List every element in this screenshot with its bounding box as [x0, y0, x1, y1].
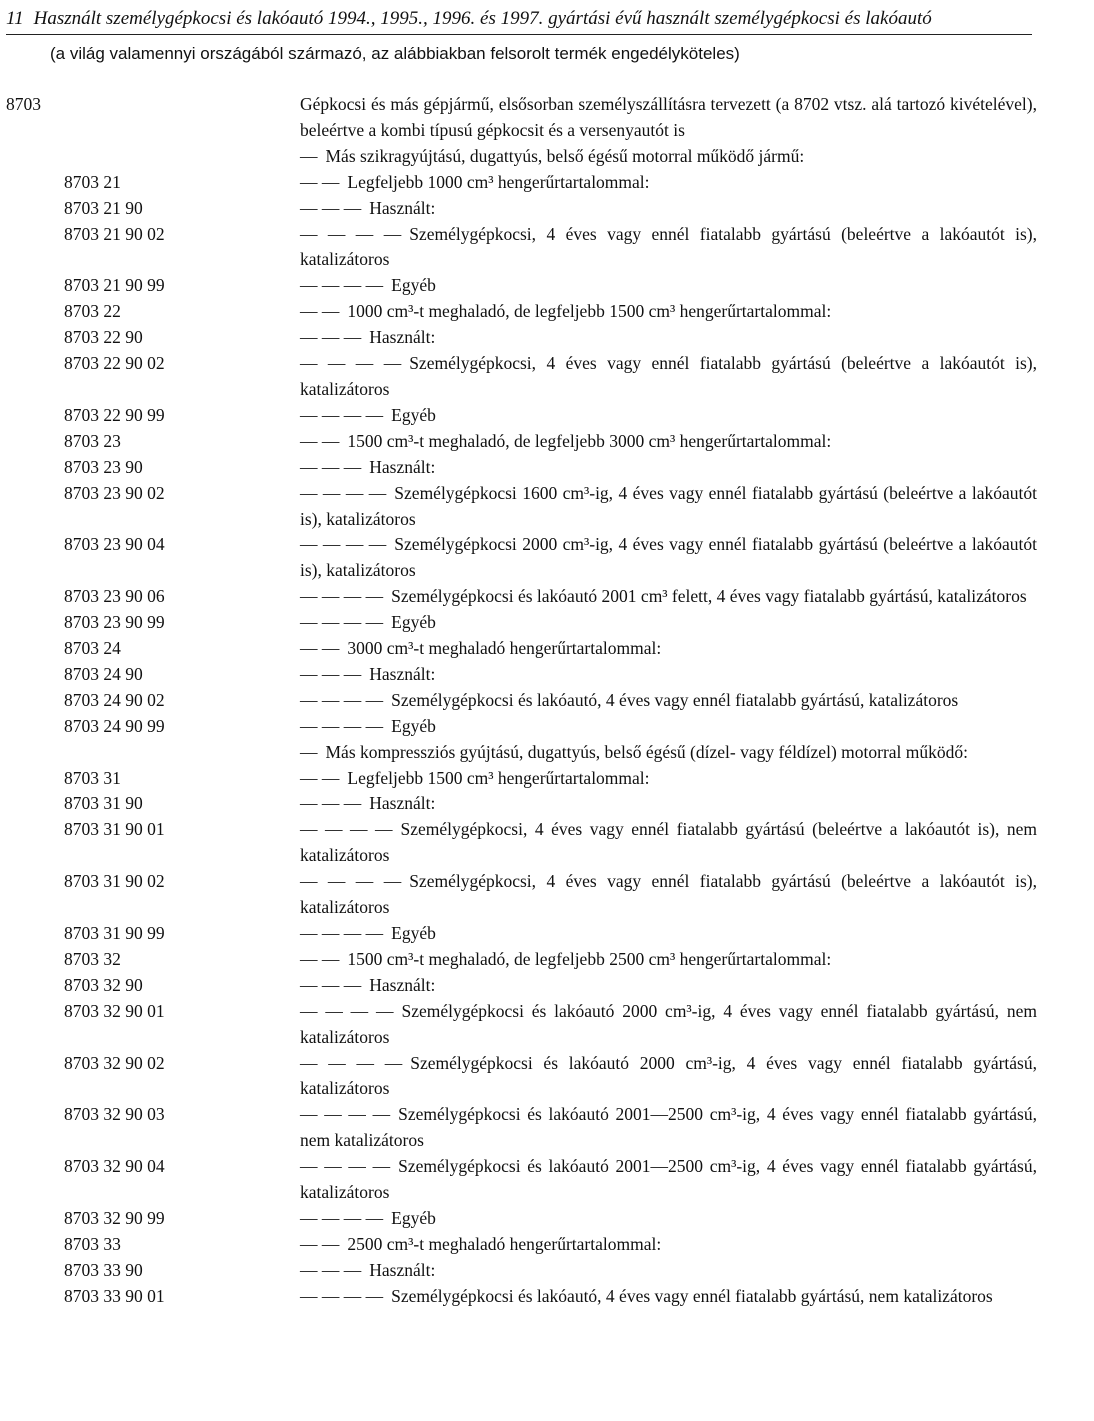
description-text: Személygépkocsi és lakóautó 2001—2500 cm³-ig, 4 éves vagy ennél fiatalabb gyártású, katalizátoros	[300, 1156, 1037, 1203]
level-dashes: — — — —	[300, 1207, 384, 1228]
level-dashes: —	[300, 145, 318, 166]
tariff-description	[300, 921, 1037, 947]
tariff-code: 8703 32 90 01	[64, 1000, 165, 1021]
tariff-row	[0, 351, 1094, 403]
level-dashes: — — — —	[300, 586, 384, 607]
tariff-code: 8703 24 90	[64, 663, 143, 684]
page-header	[6, 8, 1032, 35]
description-text: Személygépkocsi 1600 cm³-ig, 4 éves vagy ennél fiatalabb gyártású (beleértve a lakóautót is), katalizátoros	[300, 482, 1038, 529]
description-text: Egyéb	[391, 404, 436, 425]
tariff-row	[0, 662, 1094, 688]
description-text: Legfeljebb 1000 cm³ hengerűrtartalommal:	[347, 171, 650, 192]
tariff-description	[300, 325, 1037, 351]
tariff-description	[300, 973, 1037, 999]
level-dashes: — — —	[300, 663, 362, 684]
level-dashes: — —	[300, 767, 340, 788]
tariff-row	[0, 766, 1094, 792]
description-text: 1500 cm³-t meghaladó, de legfeljebb 2500 cm³ hengerűrtartalommal:	[347, 948, 832, 969]
tariff-description	[300, 766, 1037, 792]
tariff-code: 8703 22 90	[64, 327, 143, 348]
tariff-row	[0, 170, 1094, 196]
description-text: 1500 cm³-t meghaladó, de legfeljebb 3000 cm³ hengerűrtartalommal:	[347, 430, 832, 451]
description-text: Használt:	[369, 327, 436, 348]
tariff-code: 8703 21	[64, 171, 121, 192]
tariff-description	[300, 429, 1037, 455]
level-dashes: — —	[300, 1233, 340, 1254]
tariff-description	[300, 610, 1037, 636]
tariff-row	[0, 1258, 1094, 1284]
description-text: Személygépkocsi és lakóautó, 4 éves vagy ennél fiatalabb gyártású, katalizátoros	[391, 689, 959, 710]
tariff-row	[0, 429, 1094, 455]
description-text: Személygépkocsi és lakóautó 2000 cm³-ig, 4 éves vagy ennél fiatalabb gyártású, nem katalizátoros	[300, 1000, 1037, 1047]
tariff-description	[300, 791, 1037, 817]
level-dashes: — — —	[300, 1259, 362, 1280]
tariff-row	[0, 688, 1094, 714]
tariff-code: 8703 31 90 99	[64, 923, 165, 943]
tariff-row	[0, 403, 1094, 429]
tariff-description	[300, 273, 1037, 299]
tariff-code: 8703 31	[64, 767, 121, 788]
tariff-description	[300, 222, 1037, 274]
description-text: Személygépkocsi és lakóautó 2001 cm³ felett, 4 éves vagy fiatalabb gyártású, katalizátoros	[391, 586, 1027, 607]
tariff-row	[0, 299, 1094, 325]
tariff-row	[0, 92, 1094, 144]
tariff-description	[300, 584, 1037, 610]
description-text: 3000 cm³-t meghaladó hengerűrtartalommal:	[347, 638, 662, 659]
tariff-description	[300, 869, 1037, 921]
level-dashes: — — —	[300, 456, 362, 477]
tariff-row	[0, 869, 1094, 921]
tariff-list	[0, 92, 1094, 1310]
description-text: Személygépkocsi és lakóautó, 4 éves vagy ennél fiatalabb gyártású, nem katalizátoros	[391, 1285, 993, 1306]
tariff-code: 8703 31 90 02	[64, 871, 165, 892]
description-text: Személygépkocsi és lakóautó 2001—2500 cm³-ig, 4 éves vagy ennél fiatalabb gyártású, nem katalizátoros	[300, 1104, 1037, 1151]
tariff-description	[300, 455, 1037, 481]
tariff-description	[300, 688, 1037, 714]
page-number: 11	[6, 8, 24, 29]
description-text: Használt:	[369, 456, 436, 477]
level-dashes: — —	[300, 638, 340, 659]
level-dashes: — — —	[300, 327, 362, 348]
tariff-code: 8703 33 90	[64, 1259, 143, 1280]
description-text: 2500 cm³-t meghaladó hengerűrtartalommal:	[347, 1233, 662, 1254]
level-dashes: — — — —	[300, 1052, 403, 1073]
tariff-row	[0, 455, 1094, 481]
tariff-row	[0, 1102, 1094, 1154]
tariff-code: 8703 31 90 01	[64, 819, 165, 840]
tariff-code: 8703 32 90 02	[64, 1052, 165, 1073]
tariff-description	[300, 1154, 1037, 1206]
level-dashes: — — — —	[300, 223, 402, 244]
tariff-row	[0, 817, 1094, 869]
tariff-description	[300, 636, 1037, 662]
tariff-code: 8703 32 90 03	[64, 1104, 165, 1125]
tariff-code: 8703 23 90 04	[64, 534, 165, 555]
tariff-description	[300, 999, 1037, 1051]
tariff-row	[0, 714, 1094, 740]
tariff-row	[0, 999, 1094, 1051]
tariff-row	[0, 791, 1094, 817]
description-text: Használt:	[369, 793, 436, 814]
tariff-row	[0, 740, 1094, 766]
description-text: 1000 cm³-t meghaladó, de legfeljebb 1500 cm³ hengerűrtartalommal:	[347, 301, 832, 322]
description-text: Személygépkocsi 2000 cm³-ig, 4 éves vagy ennél fiatalabb gyártású (beleértve a lakóautót is), katalizátoros	[300, 534, 1038, 581]
tariff-row	[0, 1206, 1094, 1232]
description-text: Legfeljebb 1500 cm³ hengerűrtartalommal:	[347, 767, 650, 788]
tariff-code: 8703 33	[64, 1233, 121, 1254]
tariff-description	[300, 196, 1037, 222]
level-dashes: — — — —	[300, 923, 384, 943]
level-dashes: — — — —	[300, 871, 402, 892]
tariff-description	[300, 947, 1037, 973]
level-dashes: — — — —	[300, 819, 393, 840]
description-text: Egyéb	[391, 923, 436, 943]
tariff-code: 8703 22 90 02	[64, 353, 165, 374]
tariff-row	[0, 947, 1094, 973]
tariff-description	[300, 1232, 1037, 1258]
tariff-code: 8703 24 90 99	[64, 715, 165, 736]
tariff-description	[300, 1258, 1037, 1284]
tariff-description	[300, 1284, 1037, 1310]
tariff-row	[0, 532, 1094, 584]
level-dashes: — — — —	[300, 715, 384, 736]
description-text: Használt:	[369, 663, 436, 684]
tariff-description	[300, 1051, 1037, 1103]
tariff-code: 8703 23 90	[64, 456, 143, 477]
tariff-row	[0, 1284, 1094, 1310]
tariff-row	[0, 584, 1094, 610]
tariff-code: 8703 21 90 02	[64, 223, 165, 244]
level-dashes: — — — —	[300, 482, 387, 503]
tariff-description	[300, 351, 1037, 403]
level-dashes: — — — —	[300, 353, 402, 374]
tariff-code: 8703 24	[64, 638, 121, 659]
tariff-description	[300, 1102, 1037, 1154]
tariff-row	[0, 273, 1094, 299]
tariff-code: 8703 33 90 01	[64, 1285, 165, 1306]
tariff-row	[0, 481, 1094, 533]
description-text: Egyéb	[391, 715, 436, 736]
description-text: Személygépkocsi, 4 éves vagy ennél fiatalabb gyártású (beleértve a lakóautót is), katalizátoros	[300, 871, 1038, 918]
tariff-code: 8703 22 90 99	[64, 404, 165, 425]
level-dashes: — — — —	[300, 1000, 394, 1021]
tariff-description	[300, 1206, 1037, 1232]
description-text: Egyéb	[391, 1207, 436, 1228]
level-dashes: — — —	[300, 974, 362, 995]
tariff-description	[300, 403, 1037, 429]
level-dashes: — — —	[300, 793, 362, 814]
tariff-code: 8703 23	[64, 430, 121, 451]
tariff-row	[0, 196, 1094, 222]
level-dashes: — —	[300, 948, 340, 969]
description-text: Használt:	[369, 974, 436, 995]
tariff-row	[0, 325, 1094, 351]
level-dashes: — —	[300, 171, 340, 192]
tariff-code: 8703 23 90 02	[64, 482, 165, 503]
tariff-row	[0, 921, 1094, 947]
tariff-description	[300, 170, 1037, 196]
tariff-description	[300, 532, 1037, 584]
tariff-description	[300, 144, 1037, 170]
tariff-row	[0, 1232, 1094, 1258]
description-text: Egyéb	[391, 275, 436, 296]
tariff-code: 8703 32 90 99	[64, 1207, 165, 1228]
description-text: Használt:	[369, 197, 436, 218]
header-title: Használt személygépkocsi és lakóautó 1994., 1995., 1996. és 1997. gyártási évű használt személygépkocsi és lakóautó	[33, 8, 932, 29]
tariff-code: 8703 32 90	[64, 974, 143, 995]
tariff-row	[0, 973, 1094, 999]
tariff-description	[300, 299, 1037, 325]
tariff-description	[300, 817, 1037, 869]
tariff-row	[0, 1051, 1094, 1103]
tariff-code: 8703 21 90	[64, 197, 143, 218]
tariff-row	[0, 636, 1094, 662]
level-dashes: — — — —	[300, 612, 384, 633]
tariff-description	[300, 481, 1037, 533]
tariff-code: 8703 32	[64, 948, 121, 969]
level-dashes: — —	[300, 301, 340, 322]
tariff-code: 8703	[6, 94, 41, 114]
tariff-row	[0, 610, 1094, 636]
tariff-description	[300, 740, 1037, 766]
description-text: Egyéb	[391, 612, 436, 633]
description-text: Személygépkocsi, 4 éves vagy ennél fiatalabb gyártású (beleértve a lakóautót is), nem katalizátoros	[300, 819, 1037, 866]
level-dashes: — — — —	[300, 1156, 391, 1177]
tariff-code: 8703 22	[64, 301, 121, 322]
tariff-description	[300, 92, 1037, 144]
description-text: Más kompressziós gyújtású, dugattyús, belső égésű (dízel- vagy féldízel) motorral működő:	[325, 741, 969, 762]
tariff-row	[0, 144, 1094, 170]
level-dashes: — — — —	[300, 689, 384, 710]
tariff-code: 8703 23 90 99	[64, 612, 165, 633]
tariff-description	[300, 662, 1037, 688]
level-dashes: —	[300, 741, 318, 762]
level-dashes: — — — —	[300, 1104, 391, 1125]
level-dashes: — — — —	[300, 404, 384, 425]
tariff-code: 8703 31 90	[64, 793, 143, 814]
tariff-code: 8703 32 90 04	[64, 1156, 165, 1177]
description-text: Más szikragyújtású, dugattyús, belső égésű motorral működő jármű:	[325, 145, 805, 166]
description-text: Személygépkocsi, 4 éves vagy ennél fiatalabb gyártású (beleértve a lakóautót is), katalizátoros	[300, 353, 1038, 399]
tariff-row	[0, 1154, 1094, 1206]
tariff-row	[0, 222, 1094, 274]
tariff-code: 8703 21 90 99	[64, 275, 165, 296]
level-dashes: — — — —	[300, 534, 387, 555]
level-dashes: — — — —	[300, 275, 384, 296]
level-dashes: — —	[300, 430, 340, 451]
description-text: Személygépkocsi, 4 éves vagy ennél fiatalabb gyártású (beleértve a lakóautót is), katalizátoros	[300, 223, 1038, 270]
description-text: Gépkocsi és más gépjármű, elsősorban személyszállításra tervezett (a 8702 vtsz. alá tartozó kivételével), beleértve a kombi típusú gépkocsit és a versenyautót is	[300, 94, 1037, 140]
level-dashes: — — —	[300, 197, 362, 218]
page-subtitle: (a világ valamennyi országából származó, az alábbiakban felsorolt termék engedélyköteles)	[50, 44, 740, 63]
level-dashes: — — — —	[300, 1285, 384, 1306]
tariff-code: 8703 24 90 02	[64, 689, 165, 710]
tariff-description	[300, 714, 1037, 740]
description-text: Személygépkocsi és lakóautó 2000 cm³-ig, 4 éves vagy ennél fiatalabb gyártású, katalizátoros	[300, 1052, 1037, 1099]
tariff-code: 8703 23 90 06	[64, 586, 165, 607]
description-text: Használt:	[369, 1259, 436, 1280]
